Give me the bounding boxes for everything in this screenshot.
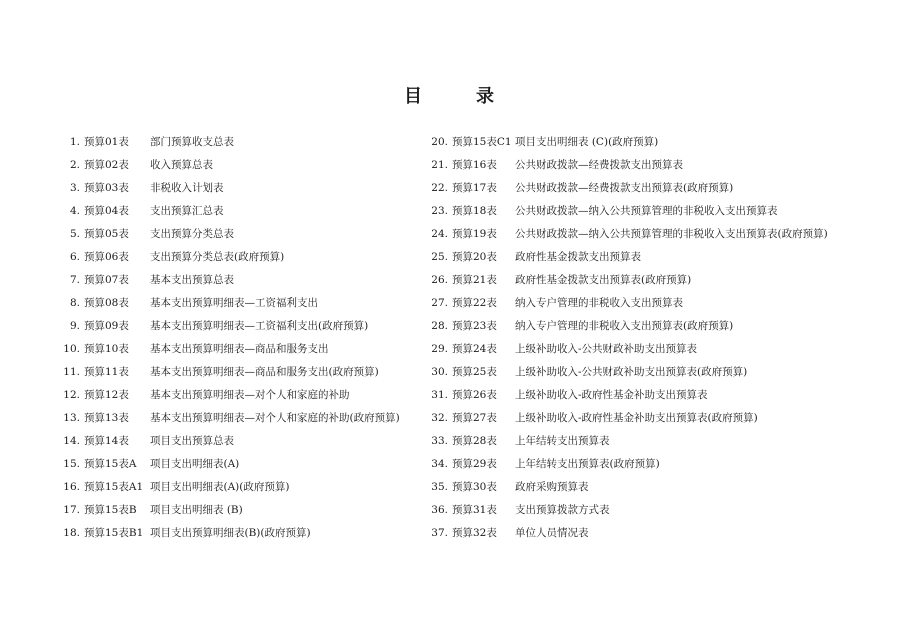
toc-entry-title: 纳入专户管理的非税收入支出预算表 — [515, 297, 683, 309]
toc-entry-title: 基本支出预算明细表—商品和服务支出 — [150, 343, 329, 355]
toc-entry-number: 1. — [69, 136, 80, 148]
toc-entry[interactable] — [60, 387, 420, 410]
toc-entry-title: 政府性基金拨款支出预算表(政府预算) — [515, 274, 692, 286]
toc-entry-number: 14. — [63, 435, 80, 447]
toc-entry-number: 5. — [69, 228, 80, 240]
toc-entry-code: 预算08表 — [84, 297, 129, 309]
toc-entry-number: 8. — [69, 297, 80, 309]
toc-entry-code: 预算32表 — [452, 527, 497, 539]
toc-entry-number: 31. — [431, 389, 448, 401]
toc-entry-number: 17. — [63, 504, 80, 516]
toc-entry-code: 预算27表 — [452, 412, 497, 424]
toc-entry-title: 支出预算汇总表 — [150, 205, 224, 217]
toc-entry-number: 18. — [63, 527, 80, 539]
toc-entry[interactable] — [428, 502, 868, 525]
toc-entry-title: 纳入专户管理的非税收入支出预算表(政府预算) — [515, 320, 734, 332]
toc-entry-code: 预算15表B — [84, 504, 137, 516]
toc-entry-number: 21. — [431, 159, 448, 171]
toc-entry[interactable] — [60, 318, 420, 341]
toc-entry-code: 预算15表C1 — [452, 136, 512, 148]
toc-entry-number: 10. — [63, 343, 80, 355]
toc-entry-title: 基本支出预算明细表—对个人和家庭的补助(政府预算) — [150, 412, 400, 424]
toc-entry-number: 24. — [431, 228, 448, 240]
toc-entry-title: 公共财政拨款—纳入公共预算管理的非税收入支出预算表(政府预算) — [515, 228, 828, 240]
toc-entry[interactable] — [60, 134, 420, 157]
toc-entry[interactable] — [60, 364, 420, 387]
toc-entry[interactable] — [428, 479, 868, 502]
toc-entry-number: 20. — [431, 136, 448, 148]
toc-entry[interactable] — [428, 433, 868, 456]
toc-entry-title: 基本支出预算总表 — [150, 274, 234, 286]
toc-entry[interactable] — [60, 479, 420, 502]
toc-entry-code: 预算18表 — [452, 205, 497, 217]
toc-entry[interactable] — [428, 295, 868, 318]
toc-entry-number: 33. — [431, 435, 448, 447]
toc-entry[interactable] — [60, 433, 420, 456]
toc-entry[interactable] — [428, 341, 868, 364]
toc-entry-title: 上级补助收入-公共财政补助支出预算表(政府预算) — [515, 366, 748, 378]
toc-entry[interactable] — [428, 525, 868, 548]
toc-entry-title: 公共财政拨款—经费拨款支出预算表 — [515, 159, 683, 171]
toc-entry-number: 16. — [63, 481, 80, 493]
toc-entry-title: 公共财政拨款—经费拨款支出预算表(政府预算) — [515, 182, 734, 194]
toc-entry[interactable] — [428, 203, 868, 226]
toc-entry-title: 项目支出明细表(A)(政府预算) — [150, 481, 290, 493]
toc-entry-title: 上年结转支出预算表(政府预算) — [515, 458, 660, 470]
toc-entry-code: 预算06表 — [84, 251, 129, 263]
toc-entry-title: 上年结转支出预算表 — [515, 435, 610, 447]
toc-entry-title: 项目支出预算总表 — [150, 435, 234, 447]
toc-entry-code: 预算14表 — [84, 435, 129, 447]
toc-entry-title: 政府性基金拨款支出预算表 — [515, 251, 641, 263]
toc-entry-number: 2. — [69, 159, 80, 171]
toc-entry-code: 预算31表 — [452, 504, 497, 516]
toc-entry-title: 收入预算总表 — [150, 159, 213, 171]
toc-entry-number: 6. — [69, 251, 80, 263]
toc-entry-number: 22. — [431, 182, 448, 194]
toc-entry-title: 支出预算分类总表(政府预算) — [150, 251, 285, 263]
toc-entry-title: 支出预算拨款方式表 — [515, 504, 610, 516]
toc-entry-number: 36. — [431, 504, 448, 516]
page-title: 目 录 — [404, 86, 512, 107]
toc-entry[interactable] — [428, 318, 868, 341]
toc-entry[interactable] — [60, 456, 420, 479]
toc-entry-code: 预算12表 — [84, 389, 129, 401]
toc-entry[interactable] — [428, 364, 868, 387]
toc-entry-code: 预算30表 — [452, 481, 497, 493]
toc-entry-code: 预算25表 — [452, 366, 497, 378]
toc-entry[interactable] — [60, 502, 420, 525]
toc-entry-code: 预算21表 — [452, 274, 497, 286]
toc-entry-code: 预算13表 — [84, 412, 129, 424]
toc-entry-code: 预算04表 — [84, 205, 129, 217]
toc-entry-code: 预算15表B1 — [84, 527, 144, 539]
toc-entry-title: 基本支出预算明细表—对个人和家庭的补助 — [150, 389, 350, 401]
toc-entry-code: 预算03表 — [84, 182, 129, 194]
toc-entry-code: 预算24表 — [452, 343, 497, 355]
toc-entry-number: 35. — [431, 481, 448, 493]
toc-entry-code: 预算07表 — [84, 274, 129, 286]
toc-entry[interactable] — [60, 410, 420, 433]
toc-entry-code: 预算02表 — [84, 159, 129, 171]
toc-entry-title: 基本支出预算明细表—商品和服务支出(政府预算) — [150, 366, 379, 378]
toc-entry-code: 预算05表 — [84, 228, 129, 240]
toc-entry[interactable] — [428, 249, 868, 272]
toc-entry-title: 上级补助收入-政府性基金补助支出预算表 — [515, 389, 708, 401]
toc-entry-code: 预算09表 — [84, 320, 129, 332]
toc-entry-title: 公共财政拨款—纳入公共预算管理的非税收入支出预算表 — [515, 205, 778, 217]
toc-entry-number: 29. — [431, 343, 448, 355]
toc-entry[interactable] — [428, 180, 868, 203]
toc-entry-title: 项目支出明细表 (B) — [150, 504, 243, 516]
toc-entry[interactable] — [428, 387, 868, 410]
toc-entry-number: 13. — [63, 412, 80, 424]
toc-entry-number: 30. — [431, 366, 448, 378]
toc-entry-code: 预算19表 — [452, 228, 497, 240]
toc-entry[interactable] — [428, 226, 868, 249]
toc-entry-code: 预算20表 — [452, 251, 497, 263]
toc-entry-title: 项目支出明细表 (C)(政府预算) — [515, 136, 659, 148]
toc-entry-title: 项目支出预算明细表(B)(政府预算) — [150, 527, 311, 539]
toc-entry-number: 27. — [431, 297, 448, 309]
toc-entry-code: 预算10表 — [84, 343, 129, 355]
toc-entry-code: 预算29表 — [452, 458, 497, 470]
toc-entry-title: 基本支出预算明细表—工资福利支出 — [150, 297, 318, 309]
toc-column-left — [60, 134, 420, 548]
toc-entry[interactable] — [60, 180, 420, 203]
toc-entry[interactable] — [428, 157, 868, 180]
toc-entry[interactable] — [60, 157, 420, 180]
toc-entry-code: 预算15表A — [84, 458, 137, 470]
toc-entry[interactable] — [60, 249, 420, 272]
toc-entry-title: 部门预算收支总表 — [150, 136, 234, 148]
toc-entry-code: 预算23表 — [452, 320, 497, 332]
toc-entry[interactable] — [60, 525, 420, 548]
toc-entry[interactable] — [60, 272, 420, 295]
toc-entry-number: 9. — [69, 320, 80, 332]
toc-entry-code: 预算28表 — [452, 435, 497, 447]
toc-entry-number: 3. — [69, 182, 80, 194]
toc-entry[interactable] — [60, 341, 420, 364]
toc-entry-code: 预算15表A1 — [84, 481, 144, 493]
toc-entry-code: 预算01表 — [84, 136, 129, 148]
toc-entry[interactable] — [60, 295, 420, 318]
toc-entry[interactable] — [428, 272, 868, 295]
toc-entry-number: 12. — [63, 389, 80, 401]
toc-entry-title: 政府采购预算表 — [515, 481, 589, 493]
toc-entry-number: 23. — [431, 205, 448, 217]
toc-entry-title: 非税收入计划表 — [150, 182, 224, 194]
toc-entry-title: 单位人员情况表 — [515, 527, 589, 539]
toc-entry-code: 预算17表 — [452, 182, 497, 194]
toc-entry[interactable] — [60, 203, 420, 226]
toc-entry-number: 11. — [63, 366, 80, 378]
toc-entry-number: 15. — [63, 458, 80, 470]
toc-entry-title: 基本支出预算明细表—工资福利支出(政府预算) — [150, 320, 369, 332]
toc-entry-number: 4. — [69, 205, 80, 217]
toc-entry[interactable] — [428, 134, 868, 157]
toc-entry-code: 预算16表 — [452, 159, 497, 171]
toc-entry-number: 34. — [431, 458, 448, 470]
toc-entry-number: 37. — [431, 527, 448, 539]
toc-entry-number: 25. — [431, 251, 448, 263]
toc-entry-title: 项目支出明细表(A) — [150, 458, 240, 470]
toc-entry-title: 支出预算分类总表 — [150, 228, 234, 240]
toc-entry-number: 28. — [431, 320, 448, 332]
toc-entry-number: 26. — [431, 274, 448, 286]
toc-entry-title: 上级补助收入-公共财政补助支出预算表 — [515, 343, 698, 355]
toc-entry-code: 预算11表 — [84, 366, 129, 378]
toc-entry[interactable] — [60, 226, 420, 249]
toc-entry-code: 预算22表 — [452, 297, 497, 309]
toc-entry-code: 预算26表 — [452, 389, 497, 401]
toc-entry[interactable] — [428, 410, 868, 433]
toc-entry-number: 32. — [431, 412, 448, 424]
toc-entry-title: 上级补助收入-政府性基金补助支出预算表(政府预算) — [515, 412, 758, 424]
toc-column-right — [428, 134, 868, 548]
toc-entry[interactable] — [428, 456, 868, 479]
toc-entry-number: 7. — [69, 274, 80, 286]
